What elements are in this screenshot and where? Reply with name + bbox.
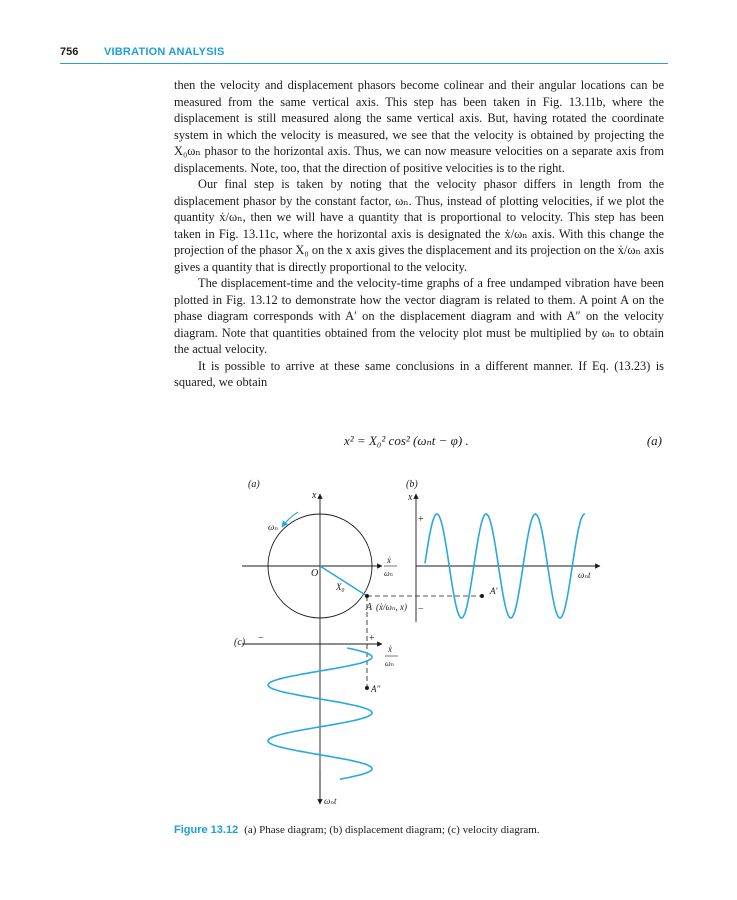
equation: x² = X₀² cos² (ωₙt − φ) . [344, 433, 469, 448]
paragraph-3: The displacement-time and the velocity-time graphs of a free undamped vibration have been plotted in Fig. 13.12 to demonstrate how the vector diagram is related to them. A point A on the phase diagram corresponds with A′ on the displacement diagram and with A″ on the velocity diagram. Note that quantities obtained from the velocity plot must be multiplied by ωₙ to obtain the actual velocity. [174, 276, 664, 356]
origin-label: O [311, 568, 319, 579]
point-a-dprime [365, 686, 369, 690]
phasor-label: X₀ [336, 582, 345, 592]
point-a-dprime-label: A″ [371, 684, 381, 694]
paragraph-1: then the velocity and displacement phasors become colinear and their angular locations can be measured from the same vertical axis. This step has been taken in Fig. 13.11b, where the displacement is still measured along the same vertical axis. But, having rotated the coordinate system in which the velocity is measured, we see that the velocity is obtained by projecting the X₀ωₙ phasor to the horizontal axis. Thus, we can now measure velocities on a separate axis from displacements. Note, too, that the direction of positive velocities is to the right. [174, 78, 664, 175]
xdot-den-a: ωₙ [384, 569, 393, 578]
page-number: 756 [60, 46, 79, 58]
plus-label-c: + [369, 633, 375, 644]
point-a-coords: (ẋ/ωₙ, x) [376, 602, 407, 612]
point-a-label: A [366, 602, 373, 613]
omega-t-label-c: ωₙt [324, 796, 337, 806]
body-text [174, 77, 664, 391]
rotation-arrow [282, 512, 298, 527]
minus-label-c: − [258, 633, 264, 644]
caption-text: (a) Phase diagram; (b) displacement diagram; (c) velocity diagram. [244, 824, 540, 836]
point-a-prime-label: A′ [490, 586, 498, 596]
omega-t-label-b: ωₙt [578, 570, 591, 580]
paragraph-4: It is possible to arrive at these same conclusions in a different manner. If Eq. (13.23) is squared, we obtain [174, 358, 664, 389]
figure-13-12 [220, 470, 620, 810]
point-a-prime [480, 594, 484, 598]
plus-label-b: + [418, 514, 424, 525]
figure-diagram [220, 470, 620, 810]
omega-label: ωₙ [268, 522, 279, 532]
panel-a-label: (a) [248, 479, 260, 490]
x-axis-label-b: x [408, 492, 413, 503]
x-axis-label-a: x [312, 490, 317, 501]
paragraph-2: Our final step is taken by noting that the velocity phasor differs in length from the displacement phasor by the constant factor, ωₙ. Thus, instead of plotting velocities, if we plot the quantity ẋ/ωₙ, then we will have a quantity that is proportional to velocity. This step has been taken in Fig. 13.11c, where the horizontal axis is designated the ẋ/ωₙ axis. With this change the projection of the phasor X₀ on the x axis gives the displacement and its projection on the ẋ/ωₙ axis gives a quantity that is directly proportional to the velocity. [174, 177, 664, 274]
caption-label: Figure 13.12 [174, 824, 239, 836]
xdot-den-c: ωₙ [385, 659, 394, 668]
panel-b-label: (b) [406, 479, 418, 490]
equation-label: (a) [646, 433, 662, 448]
running-header [60, 45, 668, 64]
equation-row [174, 433, 664, 453]
xdot-num-c: ẋ [388, 644, 392, 654]
figure-caption [174, 824, 664, 836]
xdot-num-a: ẋ [387, 555, 391, 565]
panel-c-label: (c) [234, 637, 246, 648]
minus-label-b: − [418, 604, 424, 615]
section-title: VIBRATION ANALYSIS [104, 46, 225, 58]
